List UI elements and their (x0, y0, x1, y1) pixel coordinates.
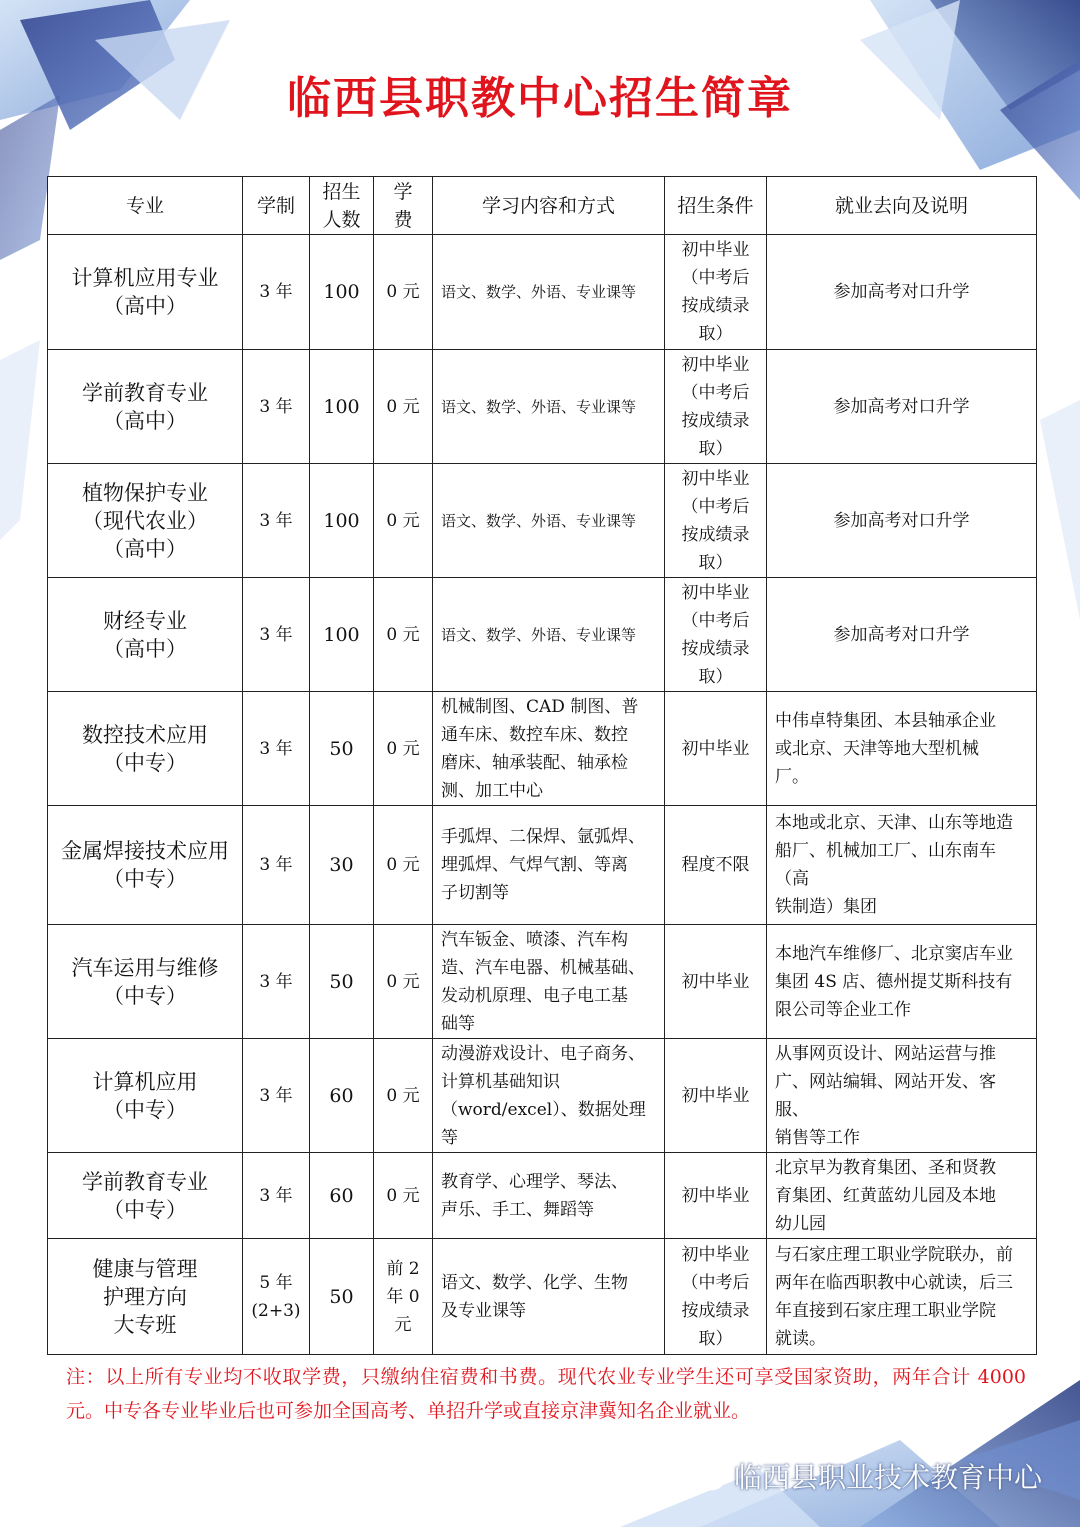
table-row (48, 925, 1037, 1039)
cell-duration: 3 年 (243, 692, 310, 806)
table-row (48, 1153, 1037, 1239)
cell-content: 语文、数学、化学、生物 及专业课等 (433, 1239, 665, 1355)
cell-content: 语文、数学、外语、专业课等 (433, 464, 665, 578)
cell-quota: 50 (310, 692, 374, 806)
cell-fee: 前 2 年 0 元 (374, 1239, 433, 1355)
cell-quota: 60 (310, 1039, 374, 1153)
cell-duration: 3 年 (243, 1153, 310, 1239)
cell-career: 参加高考对口升学 (767, 235, 1037, 350)
cell-quota: 50 (310, 1239, 374, 1355)
cell-career: 中伟卓特集团、本县轴承企业 或北京、天津等地大型机械 厂。 (767, 692, 1037, 806)
cell-content: 手弧焊、二保焊、氩弧焊、 埋弧焊、气焊气割、等离 子切割等 (433, 806, 665, 925)
cell-duration: 3 年 (243, 464, 310, 578)
header-fee: 学 费 (374, 177, 433, 235)
table-row (48, 1239, 1037, 1355)
cell-quota: 60 (310, 1153, 374, 1239)
cell-duration: 3 年 (243, 1039, 310, 1153)
cell-major: 学前教育专业 （中专） (48, 1153, 243, 1239)
cell-condition: 初中毕业 （中考后 按成绩录 取） (665, 578, 767, 692)
cell-duration: 5 年 (2+3) (243, 1239, 310, 1355)
cell-duration: 3 年 (243, 350, 310, 464)
cell-quota: 100 (310, 235, 374, 350)
cell-content: 动漫游戏设计、电子商务、 计算机基础知识 （word/excel）、数据处理 等 (433, 1039, 665, 1153)
cell-condition: 初中毕业 （中考后 按成绩录 取） (665, 235, 767, 350)
cell-condition: 初中毕业 (665, 692, 767, 806)
cell-duration: 3 年 (243, 235, 310, 350)
header-duration: 学制 (243, 177, 310, 235)
cell-quota: 100 (310, 464, 374, 578)
cell-major: 财经专业 （高中） (48, 578, 243, 692)
cell-career: 参加高考对口升学 (767, 578, 1037, 692)
cell-duration: 3 年 (243, 925, 310, 1039)
wechat-account-footer (686, 1456, 1042, 1496)
cell-quota: 50 (310, 925, 374, 1039)
cell-fee: 0 元 (374, 350, 433, 464)
header-condition: 招生条件 (665, 177, 767, 235)
cell-condition: 初中毕业 (665, 1039, 767, 1153)
cell-duration: 3 年 (243, 578, 310, 692)
account-name: 临西县职业技术教育中心 (733, 1461, 1042, 1494)
cell-career: 本地汽车维修厂、北京窦店车业 集团 4S 店、德州提艾斯科技有 限公司等企业工作 (767, 925, 1037, 1039)
cell-career: 与石家庄理工职业学院联办，前 两年在临西职教中心就读，后三 年直接到石家庄理工职业学院 就读。 (767, 1239, 1037, 1355)
page-title: 临西县职教中心招生简章 (287, 73, 793, 124)
cell-condition: 初中毕业 （中考后 按成绩录 取） (665, 1239, 767, 1355)
cell-condition: 初中毕业 （中考后 按成绩录 取） (665, 350, 767, 464)
header-major: 专业 (48, 177, 243, 235)
cell-major: 数控技术应用 （中专） (48, 692, 243, 806)
cell-career: 参加高考对口升学 (767, 350, 1037, 464)
cell-content: 语文、数学、外语、专业课等 (433, 350, 665, 464)
cell-quota: 100 (310, 578, 374, 692)
cell-career: 本地或北京、天津、山东等地造 船厂、机械加工厂、山东南车（高 铁制造）集团 (767, 806, 1037, 925)
cell-major: 汽车运用与维修 （中专） (48, 925, 243, 1039)
cell-fee: 0 元 (374, 1153, 433, 1239)
table-row (48, 578, 1037, 692)
cell-major: 金属焊接技术应用 （中专） (48, 806, 243, 925)
cell-major: 植物保护专业 （现代农业） （高中） (48, 464, 243, 578)
cell-condition: 初中毕业 (665, 1153, 767, 1239)
cell-duration: 3 年 (243, 806, 310, 925)
cell-content: 语文、数学、外语、专业课等 (433, 578, 665, 692)
header-content: 学习内容和方式 (433, 177, 665, 235)
cell-condition: 初中毕业 (665, 925, 767, 1039)
cell-fee: 0 元 (374, 578, 433, 692)
wechat-icon (686, 1459, 726, 1493)
enrollment-table (47, 176, 1037, 1355)
cell-major: 计算机应用 （中专） (48, 1039, 243, 1153)
cell-career: 参加高考对口升学 (767, 464, 1037, 578)
table-row (48, 692, 1037, 806)
table-header-row (48, 177, 1037, 235)
header-quota: 招生 人数 (310, 177, 374, 235)
cell-major: 计算机应用专业 （高中） (48, 235, 243, 350)
footnote: 注：以上所有专业均不收取学费，只缴纳住宿费和书费。现代农业专业学生还可享受国家资助，两年合计 4000 元。中专各专业毕业后也可参加全国高考、单招升学或直接京津冀知名企业就业。 (66, 1366, 1026, 1422)
cell-quota: 30 (310, 806, 374, 925)
cell-condition: 程度不限 (665, 806, 767, 925)
cell-career: 从事网页设计、网站运营与推 广、网站编辑、网站开发、客服、 销售等工作 (767, 1039, 1037, 1153)
table-row (48, 806, 1037, 925)
cell-content: 语文、数学、外语、专业课等 (433, 235, 665, 350)
cell-content: 教育学、心理学、琴法、 声乐、手工、舞蹈等 (433, 1153, 665, 1239)
cell-career: 北京早为教育集团、圣和贤教 育集团、红黄蓝幼儿园及本地 幼儿园 (767, 1153, 1037, 1239)
cell-fee: 0 元 (374, 464, 433, 578)
cell-fee: 0 元 (374, 235, 433, 350)
table-row (48, 350, 1037, 464)
table-row (48, 1039, 1037, 1153)
table-row (48, 464, 1037, 578)
table-row (48, 235, 1037, 350)
cell-major: 学前教育专业 （高中） (48, 350, 243, 464)
table-body (48, 235, 1037, 1355)
cell-condition: 初中毕业 （中考后 按成绩录 取） (665, 464, 767, 578)
cell-fee: 0 元 (374, 925, 433, 1039)
header-career: 就业去向及说明 (767, 177, 1037, 235)
cell-major: 健康与管理 护理方向 大专班 (48, 1239, 243, 1355)
cell-fee: 0 元 (374, 692, 433, 806)
cell-fee: 0 元 (374, 806, 433, 925)
cell-fee: 0 元 (374, 1039, 433, 1153)
cell-content: 机械制图、CAD 制图、普 通车床、数控车床、数控 磨床、轴承装配、轴承检 测、加工中心 (433, 692, 665, 806)
cell-content: 汽车钣金、喷漆、汽车构 造、汽车电器、机械基础、 发动机原理、电子电工基 础等 (433, 925, 665, 1039)
cell-quota: 100 (310, 350, 374, 464)
